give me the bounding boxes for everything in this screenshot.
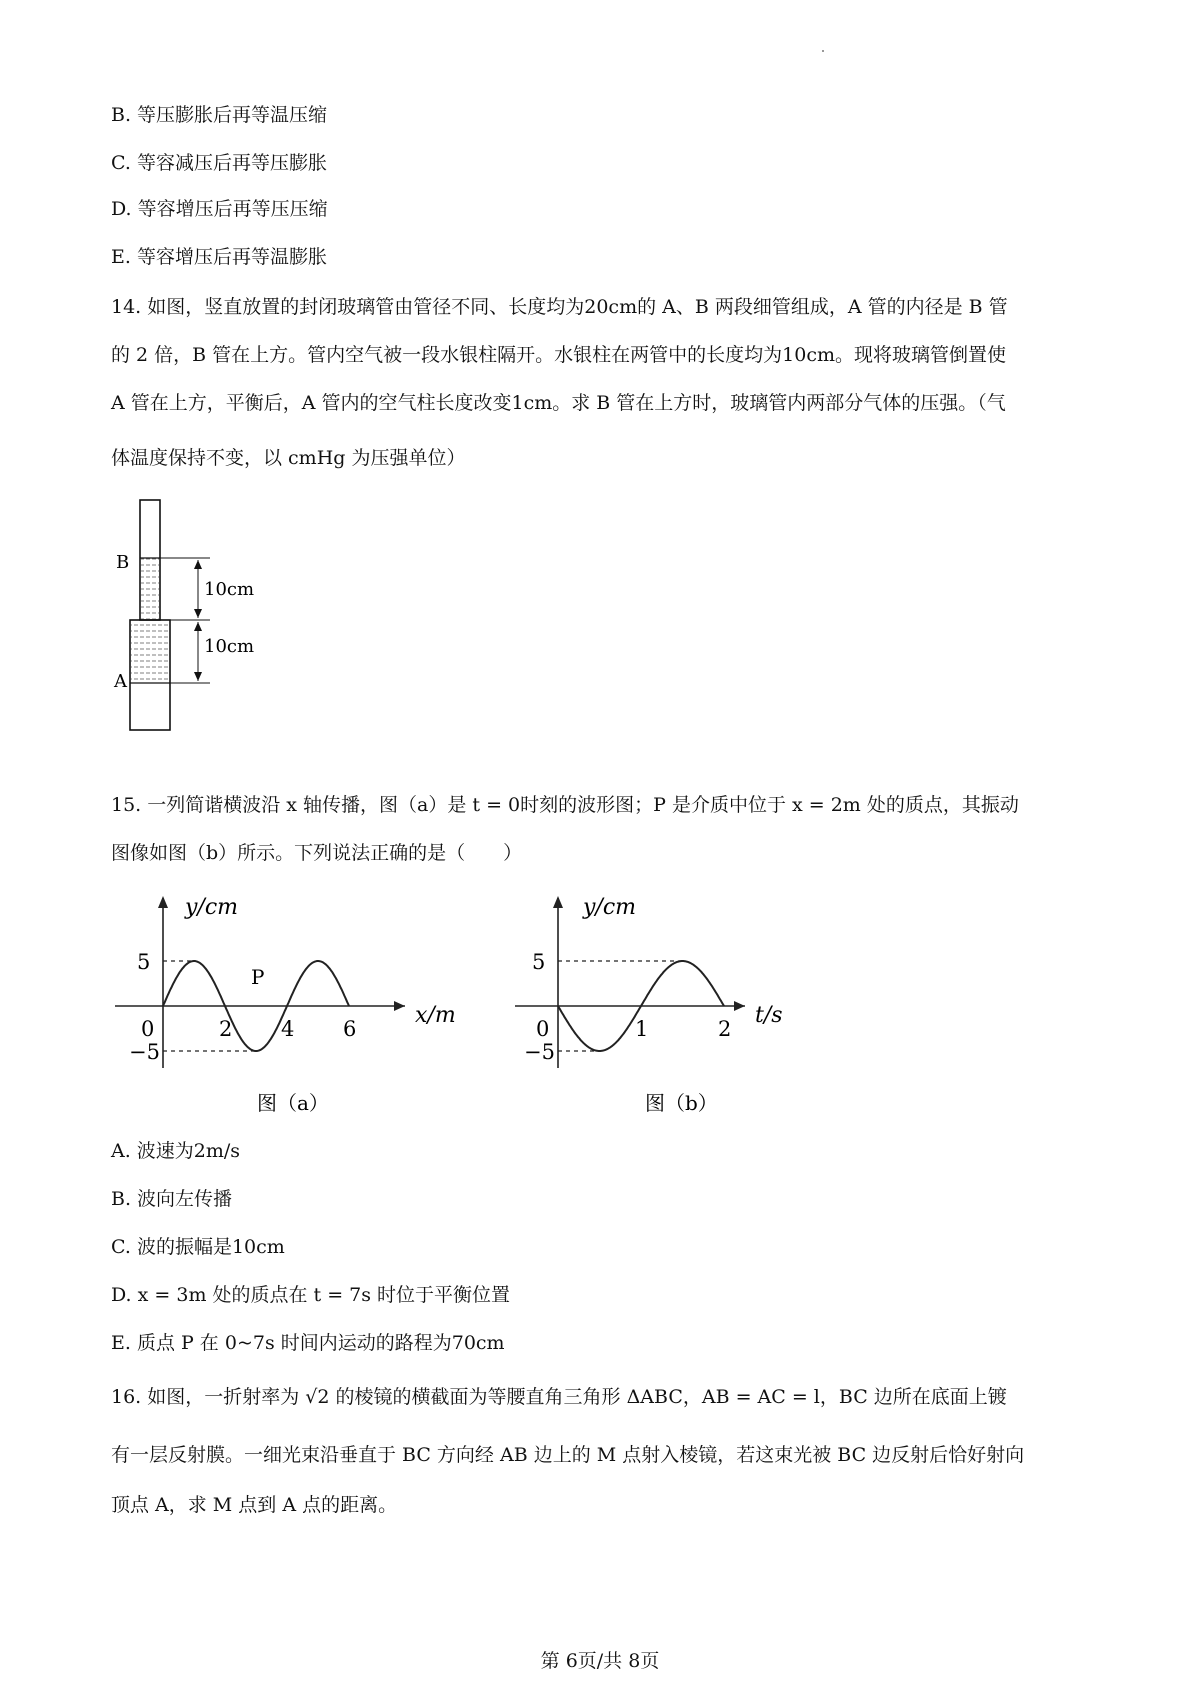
y-axis-arrow	[158, 896, 168, 908]
x-tick-label: 4	[281, 1017, 295, 1041]
fig-a-caption: 图（a）	[257, 1091, 329, 1115]
q15-option-a: A. 波速为2m/s	[111, 1140, 241, 1162]
dim-label-bottom: 10cm	[204, 636, 255, 657]
q14-line-2: 的 2 倍，B 管在上方。管内空气被一段水银柱隔开。水银柱在两管中的长度均为10cm。现将玻璃管倒置使	[111, 344, 1007, 366]
y-tick-label: 5	[137, 950, 151, 974]
dim-label-top: 10cm	[204, 579, 255, 600]
x-tick-label: 2	[718, 1017, 732, 1041]
q16-line-1: 16. 如图，一折射率为 √2 的棱镜的横截面为等腰直角三角形 ΔABC，AB = AC = l，BC 边所在底面上镀	[111, 1386, 1007, 1408]
q13-option-e: E. 等容增压后再等温膨胀	[111, 246, 327, 268]
wave-figure-b	[515, 890, 815, 1120]
x-axis-arrow	[394, 1001, 405, 1011]
scan-mark	[822, 50, 824, 52]
mercury-b	[141, 558, 159, 620]
q13-option-d: D. 等容增压后再等压压缩	[111, 198, 328, 220]
q15-line-1: 15. 一列简谐横波沿 x 轴传播，图（a）是 t = 0时刻的波形图；P 是介质中位于 x = 2m 处的质点，其振动	[111, 794, 1019, 816]
fig-b-xlabel: t/s	[755, 1003, 783, 1028]
q14-tube-figure	[100, 490, 280, 740]
fig-a-xlabel: x/m	[415, 1003, 456, 1028]
label-b: B	[116, 552, 130, 573]
y-axis-arrow	[553, 896, 563, 908]
q13-option-b: B. 等压膨胀后再等温压缩	[111, 104, 328, 126]
x-tick-label: 6	[343, 1017, 357, 1041]
q15-option-c: C. 波的振幅是10cm	[111, 1236, 285, 1258]
x-axis-arrow	[734, 1001, 745, 1011]
x-tick-label: 0	[141, 1017, 155, 1041]
wave-figure-a	[115, 890, 475, 1120]
q15-option-e: E. 质点 P 在 0~7s 时间内运动的路程为70cm	[111, 1332, 505, 1354]
fig-b-caption: 图（b）	[645, 1091, 718, 1115]
q15-option-d: D. x = 3m 处的质点在 t = 7s 时位于平衡位置	[111, 1284, 511, 1306]
mercury-a	[131, 621, 169, 683]
y-tick-label: 5	[532, 950, 546, 974]
q16-line-3: 顶点 A，求 M 点到 A 点的距离。	[111, 1494, 398, 1516]
y-tick-label: −5	[129, 1040, 160, 1064]
page-footer: 第 6页/共 8页	[540, 1650, 660, 1672]
q15-option-b: B. 波向左传播	[111, 1188, 233, 1210]
x-tick-label: 1	[635, 1017, 649, 1041]
x-tick-label: 0	[536, 1017, 550, 1041]
fig-a-ylabel: y/cm	[185, 895, 239, 920]
q15-line-2: 图像如图（b）所示。下列说法正确的是（ ）	[111, 842, 523, 864]
label-a: A	[114, 671, 127, 692]
fig-a-point-p: P	[251, 965, 265, 989]
x-tick-label: 2	[219, 1017, 233, 1041]
q14-line-3: A 管在上方，平衡后，A 管内的空气柱长度改变1cm。求 B 管在上方时，玻璃管内两部分气体的压强。（气	[111, 392, 1006, 414]
q14-line-4: 体温度保持不变，以 cmHg 为压强单位）	[111, 447, 466, 469]
q13-option-c: C. 等容减压后再等压膨胀	[111, 152, 327, 174]
y-tick-label: −5	[524, 1040, 555, 1064]
q14-line-1: 14. 如图，竖直放置的封闭玻璃管由管径不同、长度均为20cm的 A、B 两段细管组成，A 管的内径是 B 管	[111, 296, 1008, 318]
q16-line-2: 有一层反射膜。一细光束沿垂直于 BC 方向经 AB 边上的 M 点射入棱镜，若这束光被 BC 边反射后恰好射向	[111, 1444, 1025, 1466]
fig-b-ylabel: y/cm	[583, 895, 637, 920]
